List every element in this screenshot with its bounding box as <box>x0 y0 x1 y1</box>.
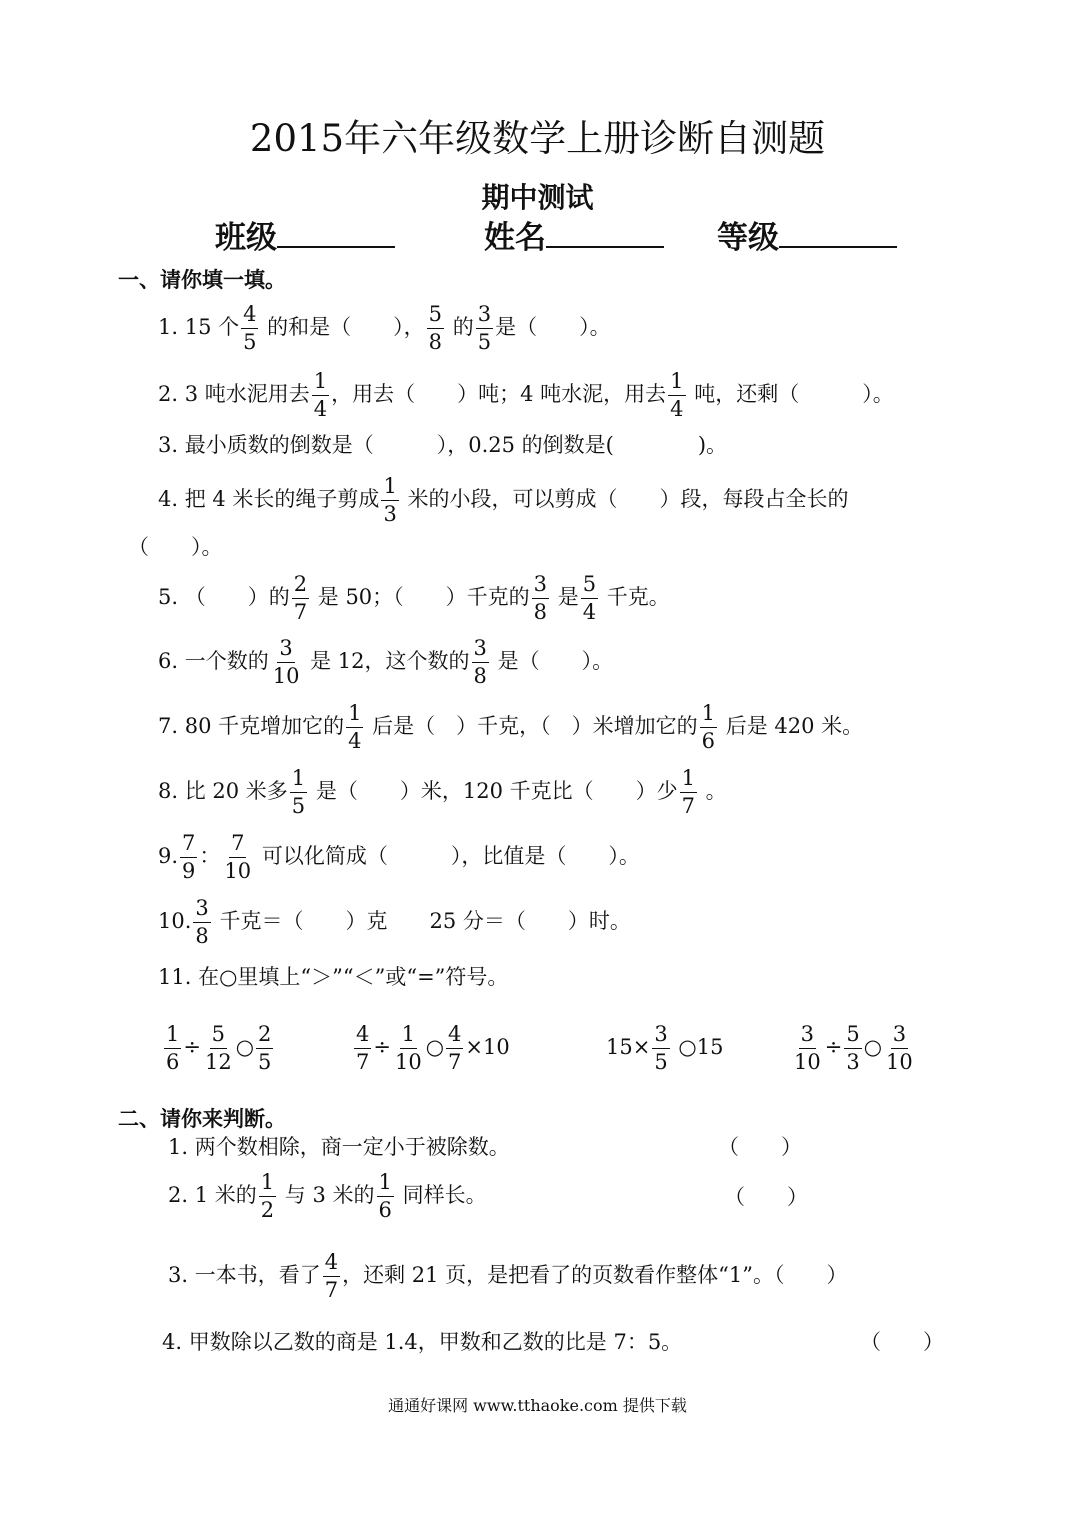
compare-circle[interactable]: ○ <box>863 1035 883 1059</box>
fraction: $\frac{7}{9}$ <box>182 831 196 883</box>
fraction: $\frac{4}{7}$ <box>356 1022 370 1074</box>
fraction: $\frac{1}{10}$ <box>394 1022 422 1074</box>
fraction: $\frac{3}{5}$ <box>654 1022 668 1074</box>
compare-circle[interactable]: ○ <box>235 1035 255 1059</box>
judge-1-parens[interactable]: （ ） <box>718 1135 802 1159</box>
compare-circle[interactable]: ○ <box>425 1035 445 1059</box>
judge-3: 3. 一本书，看了 $\frac{4}{7}$ ，还剩 21 页，是把看了的页数看作整体“1”。（ ） <box>168 1250 848 1302</box>
page-subtitle: 期中测试 <box>481 181 594 214</box>
page-title: 2015年六年级数学上册诊断自测题 <box>249 117 826 160</box>
fraction: $\frac{1}{6}$ <box>701 701 716 753</box>
question-4: 4. 把 4 米长的绳子剪成 $\frac{1}{3}$ 米的小段，可以剪成（ ）段，每段占全长的 <box>158 474 849 526</box>
judge-4-parens[interactable]: （ ） <box>860 1330 944 1354</box>
fraction: $\frac{1}{6}$ <box>378 1170 392 1222</box>
fraction: $\frac{5}{4}$ <box>582 572 597 624</box>
fraction: $\frac{1}{4}$ <box>313 369 328 421</box>
judge-2: 2. 1 米的 $\frac{1}{2}$ 与 3 米的 $\frac{1}{6}$ 同样长。 <box>168 1170 487 1222</box>
fraction: $\frac{3}{10}$ <box>794 1022 821 1074</box>
fraction: $\frac{1}{7}$ <box>681 766 695 818</box>
question-1: 1. 15 个 $\frac{4}{5}$ 的和是（ ）， $\frac{5}{8}$ 的 $\frac{3}{5}$ 是（ ）。 <box>158 302 611 354</box>
fraction: $\frac{1}{4}$ <box>670 369 684 421</box>
judge-1: 1. 两个数相除，商一定小于被除数。 <box>168 1135 510 1159</box>
compare-expression-4: $\frac{3}{10}$ ÷ $\frac{5}{3}$ ○ $\frac{3}{10}$ <box>794 1022 913 1074</box>
name-field <box>484 212 664 257</box>
fraction: $\frac{5}{8}$ <box>428 302 443 354</box>
compare-expression-1: $\frac{1}{6}$ ÷ $\frac{5}{12}$ ○ $\frac{2}{5}$ <box>166 1022 272 1074</box>
fraction: $\frac{3}{8}$ <box>533 572 548 624</box>
grade-label: 等级 <box>717 220 779 256</box>
fraction: $\frac{1}{4}$ <box>348 701 362 753</box>
section-heading: 二、请你来判断。 <box>118 1106 286 1131</box>
class-label: 班级 <box>215 220 277 256</box>
judge-2-parens[interactable]: （ ） <box>724 1185 808 1209</box>
fraction: $\frac{3}{5}$ <box>477 302 492 354</box>
class-blank[interactable] <box>277 246 395 248</box>
question-11: 11. 在○里填上“＞”“＜”或“=”符号。 <box>158 965 509 989</box>
fraction: $\frac{2}{5}$ <box>258 1022 272 1074</box>
section-heading: 一、请你填一填。 <box>118 267 286 292</box>
compare-circle[interactable]: ○15 <box>671 1035 724 1059</box>
fraction: $\frac{3}{10}$ <box>886 1022 913 1074</box>
question-9: 9. $\frac{7}{9}$ ： $\frac{7}{10}$ 可以化简成（ ），比值是（ ）。 <box>158 831 640 883</box>
fraction: $\frac{3}{8}$ <box>195 896 209 948</box>
judge-4: 4. 甲数除以乙数的商是 1.4，甲数和乙数的比是 7：5。 <box>162 1330 683 1354</box>
fraction: $\frac{4}{7}$ <box>324 1250 339 1302</box>
footer-text: 通通好课网 www.tthaoke.com 提供下载 <box>388 1396 687 1415</box>
fraction: $\frac{5}{3}$ <box>846 1022 860 1074</box>
question-6: 6. 一个数的 $\frac{3}{10}$ 是 12，这个数的 $\frac{3}{8}$ 是（ ）。 <box>158 636 614 688</box>
question-7: 7. 80 千克增加它的 $\frac{1}{4}$ 后是（ ）千克，（ ）米增加它的 $\frac{1}{6}$ 后是 420 米。 <box>158 701 864 753</box>
fraction: $\frac{1}{6}$ <box>166 1022 180 1074</box>
fraction: $\frac{1}{5}$ <box>291 766 306 818</box>
fraction: $\frac{4}{5}$ <box>243 302 257 354</box>
fraction: $\frac{3}{10}$ <box>272 636 300 688</box>
question-8: 8. 比 20 米多 $\frac{1}{5}$ 是（ ）米，120 千克比（ ）少 $\frac{1}{7}$ 。 <box>158 766 727 818</box>
class-field <box>215 212 395 257</box>
compare-expression-2: $\frac{4}{7}$ ÷ $\frac{1}{10}$ ○ $\frac{4}{7}$ ×10 <box>356 1022 510 1074</box>
fraction: $\frac{1}{3}$ <box>383 474 397 526</box>
fraction: $\frac{2}{7}$ <box>293 572 308 624</box>
fraction: $\frac{1}{2}$ <box>260 1170 275 1222</box>
fraction: $\frac{4}{7}$ <box>448 1022 462 1074</box>
question-10: 10. $\frac{3}{8}$ 千克＝（ ）克 25 分＝（ ）时。 <box>158 896 631 948</box>
question-4-continued: （ ）。 <box>128 535 223 559</box>
fraction: $\frac{5}{12}$ <box>204 1022 232 1074</box>
name-label: 姓名 <box>484 220 546 256</box>
question-3: 3. 最小质数的倒数是（ ），0.25 的倒数是( )。 <box>158 433 728 457</box>
grade-blank[interactable] <box>779 246 897 248</box>
compare-expression-3: 15× $\frac{3}{5}$ ○15 <box>606 1022 724 1074</box>
name-blank[interactable] <box>546 246 664 248</box>
question-2: 2. 3 吨水泥用去 $\frac{1}{4}$ ，用去（ ）吨；4 吨水泥，用去 $\frac{1}{4}$ 吨，还剩（ ）。 <box>158 369 894 421</box>
question-5: 5. （ ）的 $\frac{2}{7}$ 是 50；（ ）千克的 $\frac{3}{8}$ 是 $\frac{5}{4}$ 千克。 <box>158 572 670 624</box>
fraction: $\frac{3}{8}$ <box>473 636 487 688</box>
grade-field <box>717 212 897 257</box>
fraction: $\frac{7}{10}$ <box>224 831 252 883</box>
